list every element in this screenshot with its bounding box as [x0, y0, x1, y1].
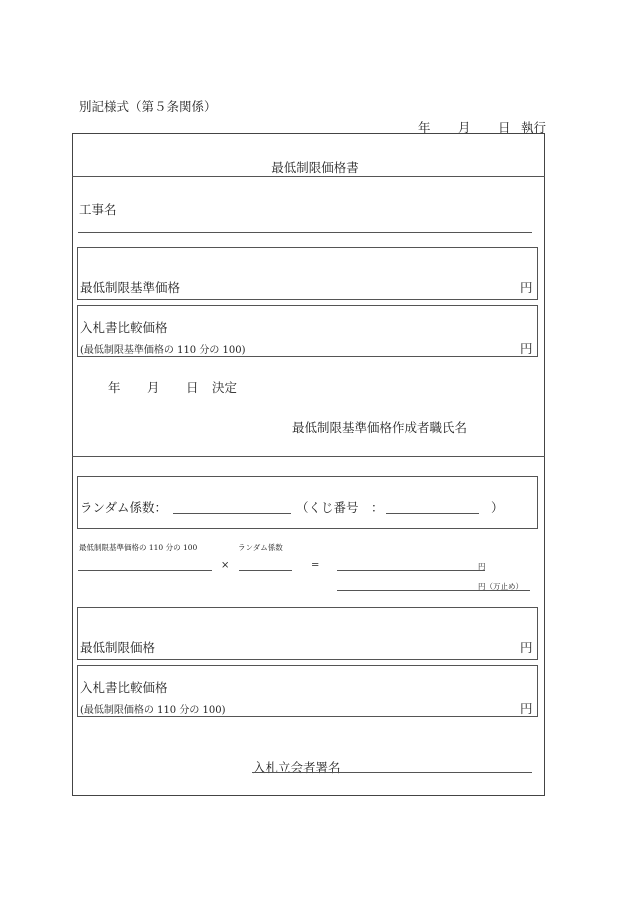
formula-result-line[interactable]: [337, 570, 485, 571]
lottery-close: ）: [491, 500, 504, 515]
construction-label: 工事名: [79, 202, 117, 217]
formula-col2-label: ランダム係数: [238, 543, 283, 552]
formula-value1-line[interactable]: [78, 570, 212, 571]
formula-times: ×: [221, 560, 230, 571]
base-price-unit: 円: [520, 280, 533, 295]
compare-price-note-1: (最低制限基準価格の 110 分の 100): [80, 345, 246, 356]
form-title: 別記様式（第５条関係）: [79, 99, 217, 114]
compare-price-unit-2: 円: [520, 701, 533, 716]
base-price-label: 最低制限基準価格: [80, 280, 181, 295]
lottery-value-line[interactable]: [386, 513, 479, 514]
document-title: 最低制限価格書: [271, 160, 359, 175]
decision-text: 決定: [212, 380, 238, 395]
creator-label: 最低制限基準価格作成者職氏名: [292, 420, 468, 435]
date-day: 日: [498, 120, 511, 135]
formula-col1-label: 最低制限基準価格の 110 分の 100: [79, 543, 198, 552]
decision-year: 年: [108, 380, 121, 395]
min-price-label: 最低制限価格: [80, 640, 156, 655]
formula-unit2: 円（万止め）: [478, 582, 523, 591]
witness-signature-line[interactable]: [252, 772, 532, 773]
formula-unit1: 円: [478, 562, 486, 571]
date-action: 執行: [521, 120, 547, 135]
random-label: ランダム係数：: [80, 500, 168, 515]
min-price-unit: 円: [520, 640, 533, 655]
formula-value2-line[interactable]: [239, 570, 292, 571]
decision-day: 日: [186, 380, 199, 395]
decision-month: 月: [147, 380, 160, 395]
title-divider: [72, 176, 545, 177]
witness-label: 入札立会者署名: [253, 760, 341, 775]
compare-price-label-1: 入札書比較価格: [80, 320, 168, 335]
compare-price-unit-1: 円: [520, 341, 533, 356]
date-month: 月: [458, 120, 471, 135]
compare-price-note-2: (最低制限価格の 110 分の 100): [80, 705, 226, 716]
compare-price-label-2: 入札書比較価格: [80, 680, 168, 695]
random-value-line[interactable]: [173, 513, 291, 514]
date-year: 年: [418, 120, 431, 135]
formula-equals: =: [311, 560, 320, 571]
section-divider: [72, 456, 545, 457]
lottery-label: （くじ番号 ：: [296, 500, 384, 515]
construction-name-line[interactable]: [78, 232, 532, 233]
